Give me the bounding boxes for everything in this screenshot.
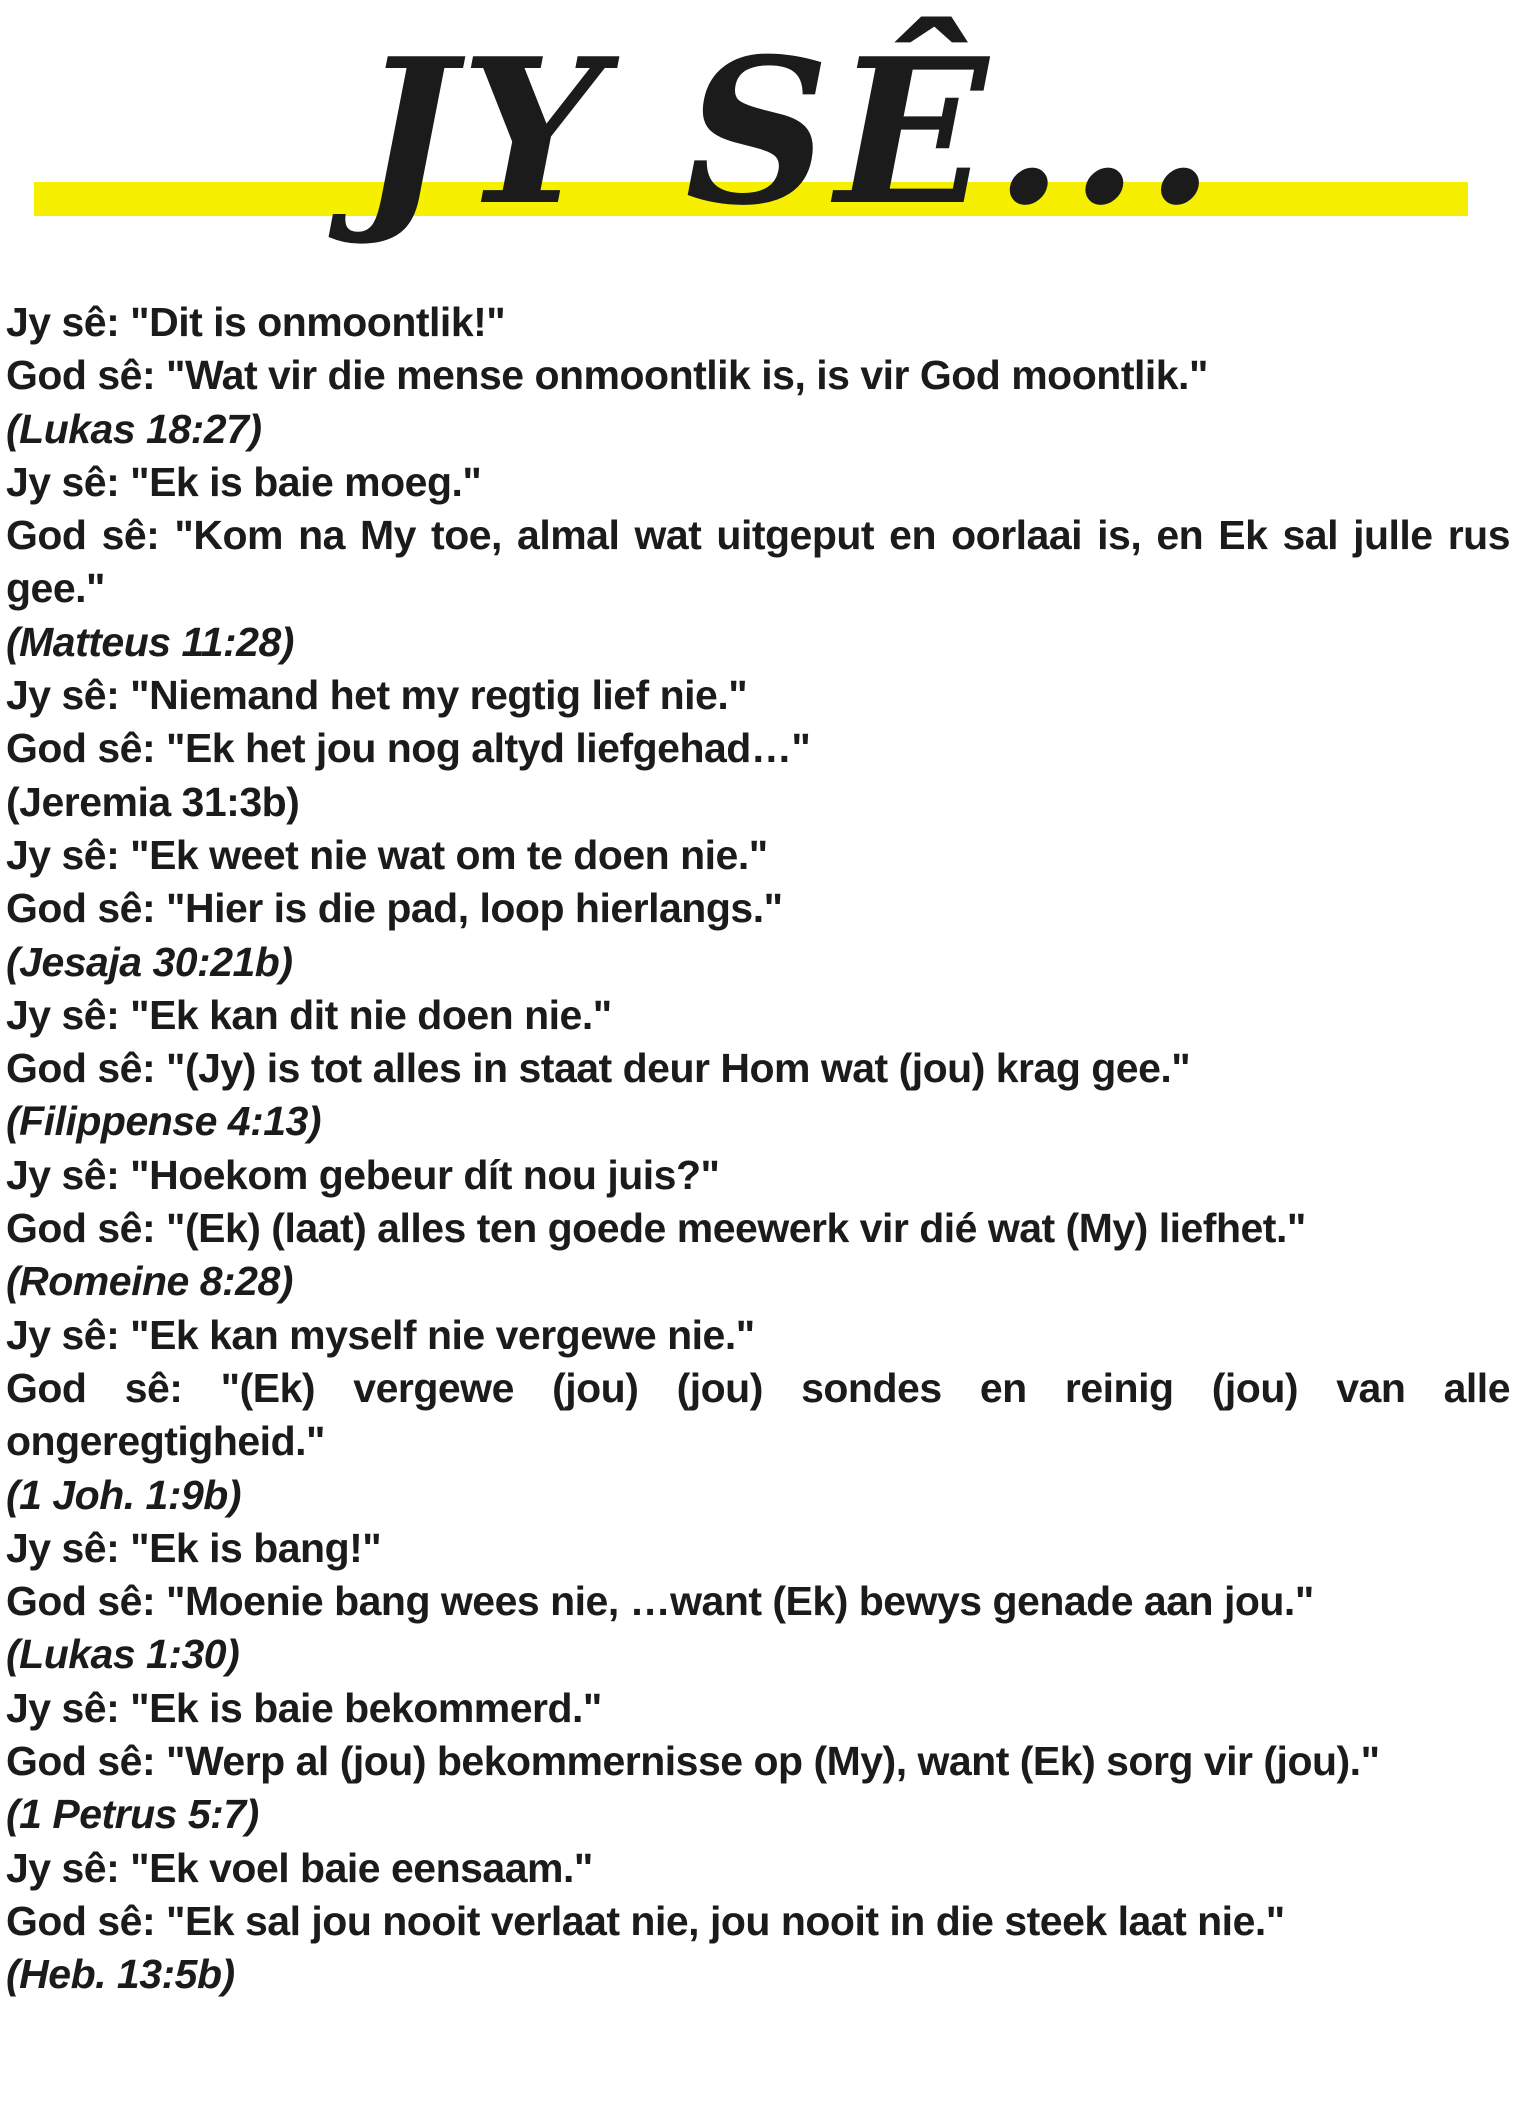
you-say-line: Jy sê: "Ek kan myself nie vergewe nie." bbox=[6, 1311, 755, 1358]
scripture-reference: (Lukas 1:30) bbox=[6, 1631, 240, 1678]
you-say-line: Jy sê: "Ek is baie bekommerd." bbox=[6, 1684, 602, 1731]
god-says-line: God sê: "Ek sal jou nooit verlaat nie, jou nooit in die steek laat nie." bbox=[6, 1897, 1285, 1944]
god-says-line: God sê: "(Ek) (laat) alles ten goede meewerk vir dié wat (My) liefhet." bbox=[6, 1205, 1306, 1252]
scripture-reference: (Jesaja 30:21b) bbox=[6, 938, 293, 985]
god-says-line: God sê: "Werp al (jou) bekommernisse op (My), want (Ek) sorg vir (jou)." bbox=[6, 1738, 1380, 1785]
scripture-reference: (Jeremia 31:3b) bbox=[6, 778, 300, 825]
you-say-line: Jy sê: "Ek weet nie wat om te doen nie." bbox=[6, 831, 768, 878]
scripture-reference: (Romeine 8:28) bbox=[6, 1258, 293, 1305]
you-say-line: Jy sê: "Ek voel baie eensaam." bbox=[6, 1844, 593, 1891]
god-says-line: God sê: "Hier is die pad, loop hierlangs." bbox=[6, 885, 783, 932]
you-say-line: Jy sê: "Ek is baie moeg." bbox=[6, 458, 482, 505]
page-title: JY SÊ... bbox=[360, 15, 1221, 250]
god-says-line: God sê: "Wat vir die mense onmoontlik is, is vir God moontlik." bbox=[6, 352, 1208, 399]
scripture-reference: (1 Petrus 5:7) bbox=[6, 1791, 259, 1838]
you-say-line: Jy sê: "Ek kan dit nie doen nie." bbox=[6, 991, 612, 1038]
god-says-line: God sê: "Ek het jou nog altyd liefgehad…" bbox=[6, 725, 811, 772]
you-say-line: Jy sê: "Niemand het my regtig lief nie." bbox=[6, 672, 748, 719]
you-say-line: Jy sê: "Dit is onmoontlik!" bbox=[6, 299, 506, 345]
scripture-reference: (1 Joh. 1:9b) bbox=[6, 1471, 241, 1518]
scripture-reference: (Filippense 4:13) bbox=[6, 1098, 322, 1145]
you-say-line: Jy sê: "Hoekom gebeur dít nou juis?" bbox=[6, 1151, 720, 1198]
header bbox=[0, 0, 1521, 270]
god-says-line: God sê: "Kom na My toe, almal wat uitgeput en oorlaai is, en Ek sal julle rus gee." bbox=[6, 512, 1510, 612]
dialogue-list bbox=[6, 296, 1510, 2002]
god-says-line: God sê: "(Jy) is tot alles in staat deur Hom wat (jou) krag gee." bbox=[6, 1045, 1191, 1092]
scripture-reference: (Heb. 13:5b) bbox=[6, 1951, 235, 1998]
you-say-line: Jy sê: "Ek is bang!" bbox=[6, 1524, 382, 1571]
god-says-line: God sê: "Moenie bang wees nie, …want (Ek) bewys genade aan jou." bbox=[6, 1578, 1314, 1625]
scripture-reference: (Lukas 18:27) bbox=[6, 405, 262, 452]
scripture-reference: (Matteus 11:28) bbox=[6, 618, 294, 665]
god-says-line: God sê: "(Ek) vergewe (jou) (jou) sondes en reinig (jou) van alle ongeregtigheid." bbox=[6, 1364, 1510, 1465]
